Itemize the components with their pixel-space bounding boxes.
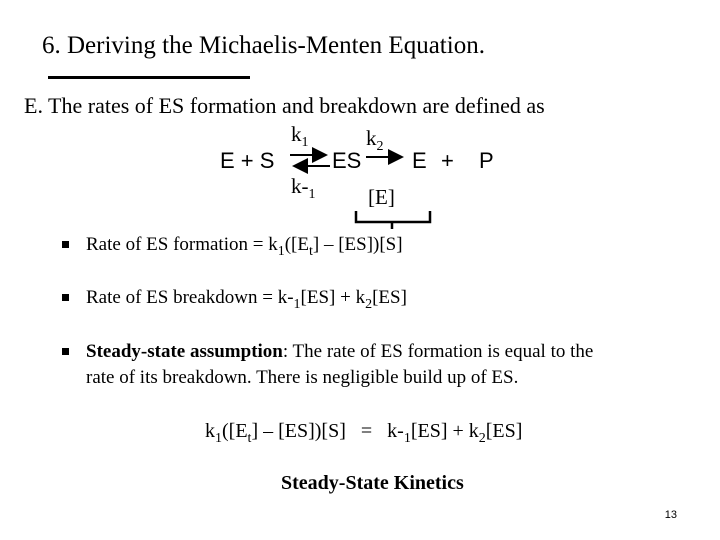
k2-label: $k_2$ (366, 126, 384, 155)
product-p: P (479, 148, 494, 173)
enzyme-bracket-label: [E] (368, 185, 395, 209)
intro-text: E. The rates of ES formation and breakdown are defined as (24, 93, 545, 118)
steady-state-bullet-line2: rate of its breakdown. There is negligible build up of ES. (86, 367, 519, 388)
bullet-marker (62, 241, 69, 248)
steady-state-equation: $k_1([E_t] - [ES])[S] = k-_1[ES] + k_2[ES]$ (205, 420, 523, 446)
steady-state-term: Steady-state assumption (86, 341, 283, 362)
complex-es: ES (332, 148, 362, 173)
rate-formation-bullet: Rate of ES formation = $k_1([E_t] - [ES])[S]$ (86, 234, 403, 259)
steady-state-bullet: Steady-state assumption: The rate of ES formation is equal to the (86, 341, 594, 362)
product-plus: + (441, 148, 454, 173)
product-e: E (412, 148, 427, 173)
k1-label: $k_1$ (291, 122, 309, 151)
bullet-marker (62, 348, 69, 355)
rate-breakdown-bullet: Rate of ES breakdown = $k-_1[ES] + k_2[ES]$ (86, 287, 407, 312)
bullet-marker (62, 294, 69, 301)
section-heading: Steady-State Kinetics (281, 472, 464, 494)
reactants-e-plus-s: E + S (220, 148, 275, 173)
k-minus-1-label: $k-_1$ (291, 174, 316, 203)
enzyme-bracket (356, 211, 430, 229)
page-number: 13 (664, 509, 677, 521)
slide-title: 6. Deriving the Michaelis-Menten Equation. (42, 32, 485, 59)
reaction-arrows (0, 0, 720, 240)
